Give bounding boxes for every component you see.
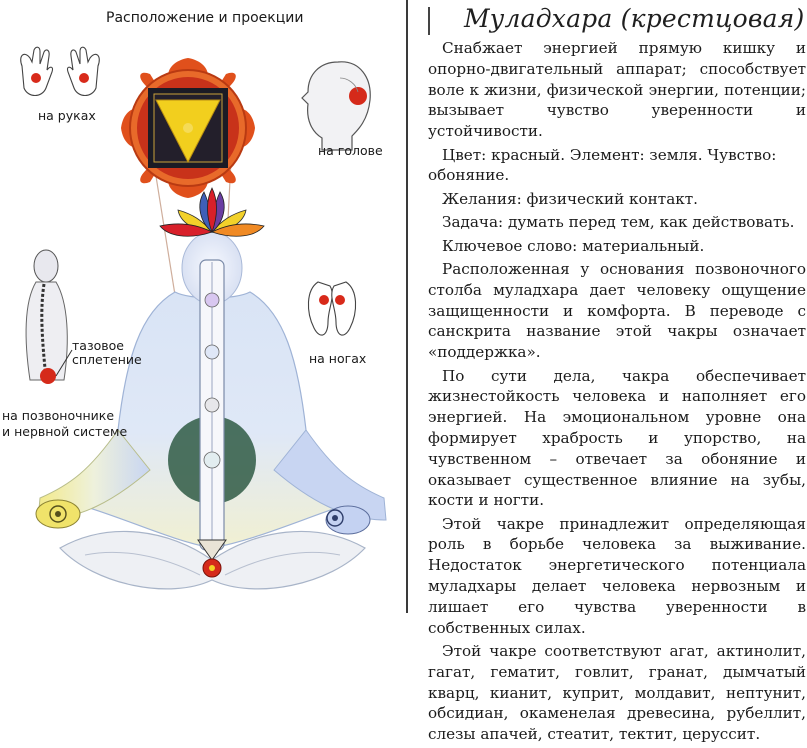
label-on-feet: на ногах — [309, 351, 367, 366]
chakra-illustration — [0, 0, 405, 613]
label-on-head: на голове — [318, 143, 383, 158]
chakra-title: Муладхара (крестцовая) — [464, 4, 805, 33]
chakra-description — [428, 38, 806, 748]
text-panel — [410, 0, 807, 744]
illustration-panel — [0, 0, 405, 613]
column-divider — [406, 0, 408, 613]
paragraph-desires: Желания: физический контакт. — [442, 189, 698, 208]
crown-lotus — [160, 188, 264, 236]
label-on-hands: на руках — [38, 108, 96, 123]
paragraph-survival: Этой чакре принадлежит определяющая роль в борьбе человека за выживание. Недостаток энергетического потенциала муладхары делает человека нервозным и лишает его чувства уверенности в собственных силах. — [428, 514, 806, 637]
label-pelvic-2: сплетение — [72, 352, 142, 367]
illustration-heading: Расположение и проекции — [106, 10, 304, 26]
label-pelvic-1: тазовое — [72, 338, 124, 353]
paragraph-properties: Цвет: красный. Элемент: земля. Чувство: обоняние. — [428, 145, 777, 185]
palms-icon — [21, 47, 100, 95]
soles-icon — [308, 282, 355, 335]
head-profile-icon — [302, 62, 370, 150]
paragraph-stones: Этой чакре соответствуют агат, актинолит, гагат, гематит, говлит, гранат, дымчатый кварц, кианит, куприт, молдавит, нептунит, обсидиан, окаменелая древесина, рубеллит, слезы апачей, стеатит, тектит, церуссит. — [428, 642, 806, 744]
paragraph-intro: Снабжает энергией прямую кишку и опорно-двигательный аппарат; способствует воле к жизни, физической энергии, потенции; вызывает чувство уверенности и устойчивости. — [428, 39, 806, 141]
title-accent-bar — [410, 7, 430, 35]
spine-figure-icon — [26, 250, 72, 384]
paragraph-function: По сути дела, чакра обеспечивает жизнестойкость человека и наполняет его энергией. На эмоциональном уровне она формирует храбрость и упорство, на чувственном – отвечает за обоняние и оказывает существенное влияние на зубы, кости и ногти. — [428, 366, 806, 510]
paragraph-keyword: Ключевое слово: материальный. — [442, 236, 705, 255]
muladhara-symbol — [121, 58, 255, 198]
label-on-spine-1: на позвоночнике — [2, 408, 115, 423]
paragraph-location: Расположенная у основания позвоночного столба муладхара дает человеку ощущение защищенности и комфорта. В переводе с санскрита название этой чакры означает «поддержка». — [428, 259, 806, 362]
paragraph-task: Задача: думать перед тем, как действовать. — [442, 213, 795, 232]
label-on-spine-2: и нервной системе — [2, 424, 128, 439]
